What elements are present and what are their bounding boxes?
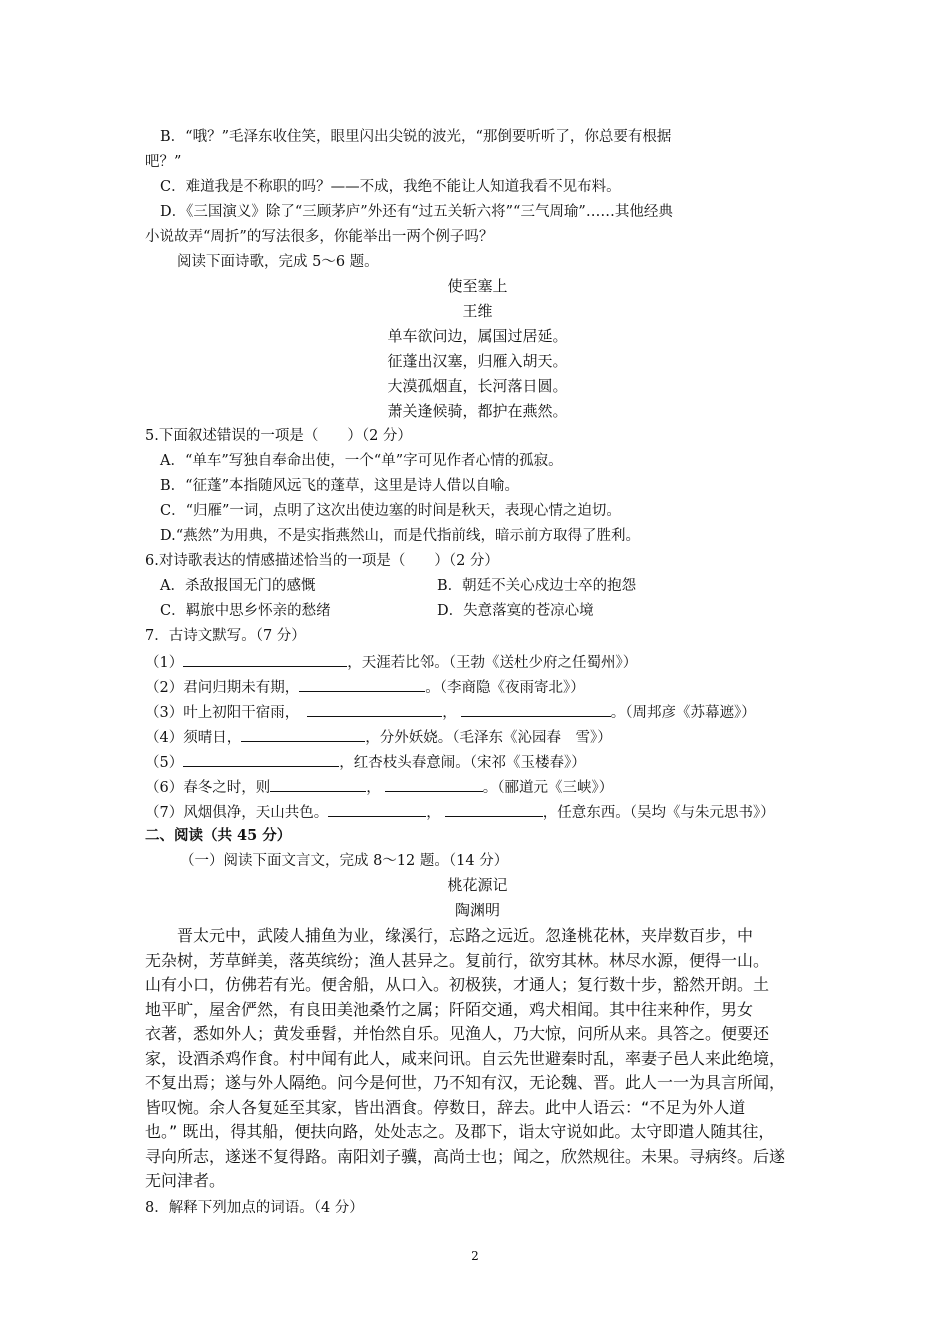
q4-option-c: C．难道我是不称职的吗？——不成，我绝不能让人知道我看不见布料。 (160, 179, 621, 195)
essay-line: 晋太元中，武陵人捕鱼为业，缘溪行，忘路之远近。忽逢桃花林，夹岸数百步，中 (177, 926, 754, 945)
answer-blank[interactable] (307, 702, 442, 717)
answer-blank[interactable] (270, 777, 366, 792)
essay-line: 皆叹惋。余人各复延至其家，皆出酒食。停数日，辞去。此中人语云：“不足为外人道 (145, 1097, 746, 1117)
essay-author: 陶渊明 (454, 901, 500, 919)
q7-item-5-post: ，红杏枝头春意闹。（宋祁《玉楼春》） (339, 755, 586, 771)
q7-item-4-post: ，分外妖娆。（毛泽东《沁园春 雪》） (365, 730, 612, 746)
q7-item-6-pre: （6）春冬之时，则 (145, 780, 271, 796)
essay-line: 家，设酒杀鸡作食。村中闻有此人，咸来问讯。自云先世避秦时乱，率妻子邑人来此绝境， (145, 1048, 786, 1068)
essay-line: 山有小口，仿佛若有光。便舍船，从口入。初极狭，才通人；复行数十步，豁然开朗。土 (145, 975, 770, 994)
q7-item-2-pre: （2）君问归期未有期， (145, 680, 300, 696)
answer-blank[interactable] (183, 652, 347, 667)
q5-option-b: B．“征蓬”本指随风远飞的蓬草，这里是诗人借以自喻。 (160, 478, 519, 494)
section-heading: 二、阅读（共 45 分） (145, 827, 292, 844)
poem-line: 征蓬出汉塞，归雁入胡天。 (387, 352, 568, 370)
q6-option-c: C．羁旅中思乡怀亲的愁绪 (160, 603, 331, 619)
essay-line: 地平旷，屋舍俨然，有良田美池桑竹之属；阡陌交通，鸡犬相闻。其中往来种作，男女 (145, 999, 754, 1019)
q7-item-4 (145, 727, 612, 747)
q7-item-3-pre: （3）叶上初阳干宿雨， (145, 705, 300, 721)
q6-stem: 6.对诗歌表达的情感描述恰当的一项是（ ）（2 分） (145, 553, 499, 569)
poem-author: 王维 (462, 302, 493, 320)
q4-option-b-line1: B．“哦？”毛泽东收住笑，眼里闪出尖锐的波光，“那倒要听听了，你总要有根据 (160, 129, 672, 145)
poem-title: 使至塞上 (447, 277, 508, 295)
q7-item-1-pre: （1） (145, 655, 184, 671)
q7-item-3-post: 。（周邦彦《苏幕遮》） (610, 705, 756, 721)
q5-option-c: C．“归雁”一词，点明了这次出使边塞的时间是秋天，表现心情之迫切。 (160, 503, 621, 519)
q7-item-4-pre: （4）须晴日， (145, 730, 242, 746)
q4-option-b-line2: 吧？” (145, 154, 182, 170)
answer-blank[interactable] (299, 677, 425, 692)
q5-stem: 5.下面叙述错误的一项是（ ）（2 分） (145, 428, 412, 444)
q7-item-7-post: ，任意东西。（吴均《与朱元思书》） (542, 805, 775, 821)
q7-item-7-pre: （7）风烟俱净，天山共色。 (145, 805, 329, 821)
q6-option-d: D．失意落寞的苍凉心境 (437, 603, 594, 619)
essay-line: 衣著，悉如外人；黄发垂髫，并怡然自乐。见渔人，乃大惊，问所从来。具答之。便要还 (145, 1024, 770, 1043)
q7-item-3 (145, 702, 756, 722)
q7-item-1 (145, 652, 637, 672)
answer-blank[interactable] (385, 777, 483, 792)
essay-line: 无杂树，芳草鲜美，落英缤纷；渔人甚异之。复前行，欲穷其林。林尽水源，便得一山。 (145, 950, 770, 970)
q7-item-2 (145, 677, 585, 697)
essay-body (145, 924, 813, 1194)
answer-blank[interactable] (328, 802, 426, 817)
answer-blank[interactable] (241, 727, 365, 742)
q5-option-a: A．“单车”写独自奉命出使，一个“单”字可见作者心情的孤寂。 (160, 453, 563, 469)
essay-title: 桃花源记 (447, 876, 508, 894)
q7-item-7 (145, 802, 775, 822)
q7-item-3-mid: ， (442, 705, 457, 721)
q6-option-b: B．朝廷不关心戍边士卒的抱怨 (437, 578, 637, 594)
q7-item-5 (145, 752, 586, 772)
q4-option-d-line1: D．《三国演义》除了“三顾茅庐”外还有“过五关斩六将”“三气周瑜”……其他经典 (160, 204, 673, 220)
q7-item-6-mid: ， (366, 780, 381, 796)
q5-option-d: D.“燕然”为用典，不是实指燕然山，而是代指前线，暗示前方取得了胜利。 (160, 528, 641, 544)
q7-item-7-mid: ， (426, 805, 441, 821)
poem-line: 萧关逢候骑，都护在燕然。 (387, 402, 568, 420)
q7-item-6-post: 。（郦道元《三峡》） (482, 780, 614, 796)
section-subheading: （一）阅读下面文言文，完成 8～12 题。（14 分） (180, 853, 509, 869)
q7-stem: 7．古诗文默写。（7 分） (145, 628, 306, 644)
q7-item-6 (145, 777, 613, 797)
q7-item-5-pre: （5） (145, 755, 184, 771)
essay-line: 无问津者。 (145, 1171, 226, 1190)
q7-item-1-post: ，天涯若比邻。（王勃《送杜少府之任蜀州》） (347, 655, 638, 671)
essay-line: 不复出焉；遂与外人隔绝。问今是何世，乃不知有汉，无论魏、晋。此人一一为具言所闻， (145, 1073, 786, 1092)
q7-item-2-post: 。（李商隐《夜雨寄北》） (425, 680, 585, 696)
answer-blank[interactable] (461, 702, 611, 717)
essay-line: 寻向所志，遂迷不复得路。南阳刘子骥，高尚士也；闻之，欣然规往。未果。寻病终。后遂 (145, 1146, 786, 1166)
essay-line: 也。” 既出，得其船，便扶向路，处处志之。及郡下，诣太守说如此。太守即遣人随其往， (145, 1122, 775, 1141)
q8-stem: 8．解释下列加点的词语。（4 分） (145, 1200, 364, 1216)
poem-line: 单车欲问边，属国过居延。 (387, 327, 568, 345)
q6-option-a: A．杀敌报国无门的感慨 (160, 578, 316, 594)
answer-blank[interactable] (183, 752, 339, 767)
poem-line: 大漠孤烟直，长河落日圆。 (387, 377, 568, 395)
poem-intro: 阅读下面诗歌，完成 5～6 题。 (177, 254, 379, 270)
page-number: 2 (471, 1249, 479, 1263)
answer-blank[interactable] (445, 802, 543, 817)
q4-option-d-line2: 小说故弄“周折”的写法很多，你能举出一两个例子吗？ (145, 229, 494, 245)
